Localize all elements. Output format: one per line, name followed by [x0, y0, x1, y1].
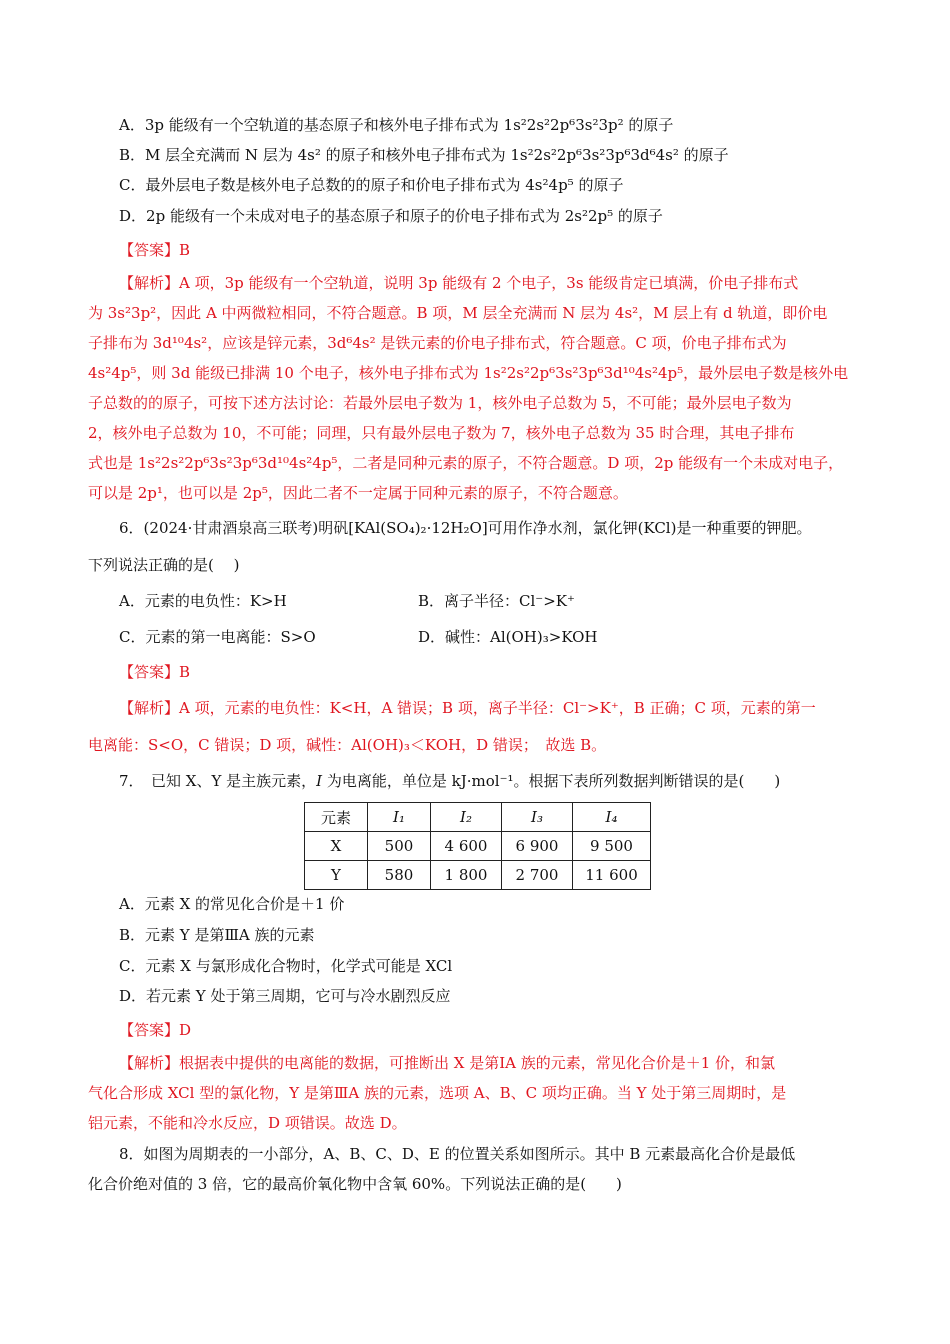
table-row — [305, 832, 651, 861]
option-text: 2p 能级有一个未成对电子的基态原子和原子的价电子排布式为 — [146, 207, 565, 225]
q5-option-c — [119, 175, 623, 195]
q8-stem-line: 化合价绝对值的 3 倍，它的最高价氧化物中含氧 60%。下列说法正确的是( ) — [88, 1175, 622, 1193]
table-cell: 6 900 — [502, 832, 573, 861]
q7-option-c: C．元素 X 与氯形成化合物时，化学式可能是 XCl — [119, 957, 453, 975]
q7-option-a: A．元素 X 的常见化合价是＋1 价 — [119, 895, 345, 913]
option-text: 最外层电子数是核外电子总数的的原子和价电子排布式为 — [145, 176, 526, 194]
table-cell: 500 — [368, 832, 431, 861]
q7-option-d: D．若元素 Y 处于第三周期，它可与冷水剧烈反应 — [119, 987, 451, 1005]
electron-config: 1s²2s²2p⁶3s²3p⁶3d⁶4s² — [510, 146, 679, 164]
table-cell: 11 600 — [573, 861, 651, 890]
q6-option-b: B．离子半径：Cl⁻>K⁺ — [418, 592, 575, 610]
q6-stem-line: 下列说法正确的是( ) — [88, 556, 240, 574]
q6-option-c: C．元素的第一电离能：S>O — [119, 628, 316, 646]
q6-explanation-line: 电离能：S<O，C 错误；D 项，碱性：Al(OH)₃＜KOH，D 错误； 故选 B。 — [88, 736, 607, 754]
q7-option-b: B．元素 Y 是第ⅢA 族的元素 — [119, 926, 315, 944]
option-text-end: 的原子 — [613, 207, 663, 225]
option-text-end: 的原子 — [573, 176, 624, 194]
q5-option-b — [119, 145, 729, 165]
q7-stem-text-end: 为电离能，单位是 kJ·mol⁻¹。根据下表所列数据判断错误的是( ) — [322, 772, 781, 790]
q7-explanation-line: 铝元素，不能和冷水反应，D 项错误。故选 D。 — [88, 1114, 407, 1132]
q5-explanation-line: 子排布为 3d¹⁰4s²，应该是锌元素，3d⁶4s² 是铁元素的价电子排布式，符合题意。C 项，价电子排布式为 — [88, 334, 787, 352]
q7-answer: 【答案】D — [119, 1021, 192, 1039]
table-header-cell: I₁ — [368, 803, 431, 832]
q8-stem-line: 8．如图为周期表的一小部分，A、B、C、D、E 的位置关系如图所示。其中 B 元素最高化合价是最低 — [119, 1145, 796, 1163]
q6-explanation-line: 【解析】A 项，元素的电负性：K<H，A 错误；B 项，离子半径：Cl⁻>K⁺，B 正确；C 项，元素的第一 — [119, 699, 816, 717]
q7-stem-symbol: I — [316, 772, 323, 790]
q6-stem-line: 6．(2024·甘肃酒泉高三联考)明矾[KAl(SO₄)₂·12H₂O]可用作净水剂，氯化钾(KCl)是一种重要的钾肥。 — [119, 519, 812, 537]
q6-option-d: D．碱性：Al(OH)₃>KOH — [418, 628, 598, 646]
option-text-end: 的原子 — [623, 116, 674, 134]
option-text: M 层全充满而 N 层为 4s² 的原子和核外电子排布式为 — [145, 146, 511, 164]
q5-explanation-line: 2，核外电子总数为 10，不可能；同理，只有最外层电子数为 7，核外电子总数为 35 时合理，其电子排布 — [88, 424, 795, 442]
table-header-cell: I₃ — [502, 803, 573, 832]
q5-option-a — [119, 115, 673, 135]
table-cell: 580 — [368, 861, 431, 890]
electron-config: 4s²4p⁵ — [525, 176, 574, 194]
table-cell: X — [305, 832, 368, 861]
table-cell: 4 600 — [431, 832, 502, 861]
q7-stem-text: 7． 已知 X、Y 是主族元素， — [119, 772, 317, 790]
q6-answer: 【答案】B — [119, 663, 191, 681]
q5-option-d — [119, 206, 663, 226]
option-letter: D． — [119, 207, 147, 225]
q5-explanation-line: 4s²4p⁵，则 3d 能级已排满 10 个电子，核外电子排布式为 1s²2s²2p⁶3s²3p⁶3d¹⁰4s²4p⁵，最外层电子数是核外电 — [88, 364, 849, 382]
electron-config: 1s²2s²2p⁶3s²3p² — [503, 116, 624, 134]
q5-explanation-line: 子总数的的原子，可按下述方法讨论：若最外层电子数为 1，核外电子总数为 5，不可能；最外层电子数为 — [88, 394, 792, 412]
option-text: 3p 能级有一个空轨道的基态原子和核外电子排布式为 — [144, 116, 504, 134]
q5-explanation-line: 【解析】A 项，3p 能级有一个空轨道，说明 3p 能级有 2 个电子，3s 能级肯定已填满，价电子排布式 — [119, 274, 799, 292]
q5-explanation-line: 可以是 2p¹，也可以是 2p⁵，因此二者不一定属于同种元素的原子，不符合题意。 — [88, 484, 628, 502]
option-letter: C． — [119, 176, 146, 194]
table-header-cell: I₄ — [573, 803, 651, 832]
option-text-end: 的原子 — [678, 146, 729, 164]
table-header-cell: 元素 — [305, 803, 368, 832]
q5-explanation-line: 为 3s²3p²，因此 A 中两微粒相同，不符合题意。B 项，M 层全充满而 N 层为 4s²，M 层上有 d 轨道，即价电 — [88, 304, 828, 322]
q5-explanation-line: 式也是 1s²2s²2p⁶3s²3p⁶3d¹⁰4s²4p⁵，二者是同种元素的原子，不符合题意。D 项，2p 能级有一个未成对电子， — [88, 454, 844, 472]
table-cell: Y — [305, 861, 368, 890]
table-row — [305, 861, 651, 890]
q7-explanation-line: 气化合形成 XCl 型的氯化物，Y 是第ⅢA 族的元素，选项 A、B、C 项均正确。当 Y 处于第三周期时，是 — [88, 1084, 787, 1102]
q7-explanation-line: 【解析】根据表中提供的电离能的数据，可推断出 X 是第ⅠA 族的元素，常见化合价是＋1 价，和氯 — [119, 1054, 776, 1072]
electron-config: 2s²2p⁵ — [564, 207, 614, 225]
option-letter: B． — [119, 146, 146, 164]
q7-stem — [119, 771, 780, 791]
q6-option-a: A．元素的电负性：K>H — [119, 592, 287, 610]
ionization-energy-table — [304, 802, 651, 890]
option-letter: A． — [119, 116, 145, 134]
table-header-row — [305, 803, 651, 832]
q5-answer: 【答案】B — [119, 241, 191, 259]
table-header-cell: I₂ — [431, 803, 502, 832]
table-cell: 1 800 — [431, 861, 502, 890]
table-cell: 9 500 — [573, 832, 651, 861]
table-cell: 2 700 — [502, 861, 573, 890]
